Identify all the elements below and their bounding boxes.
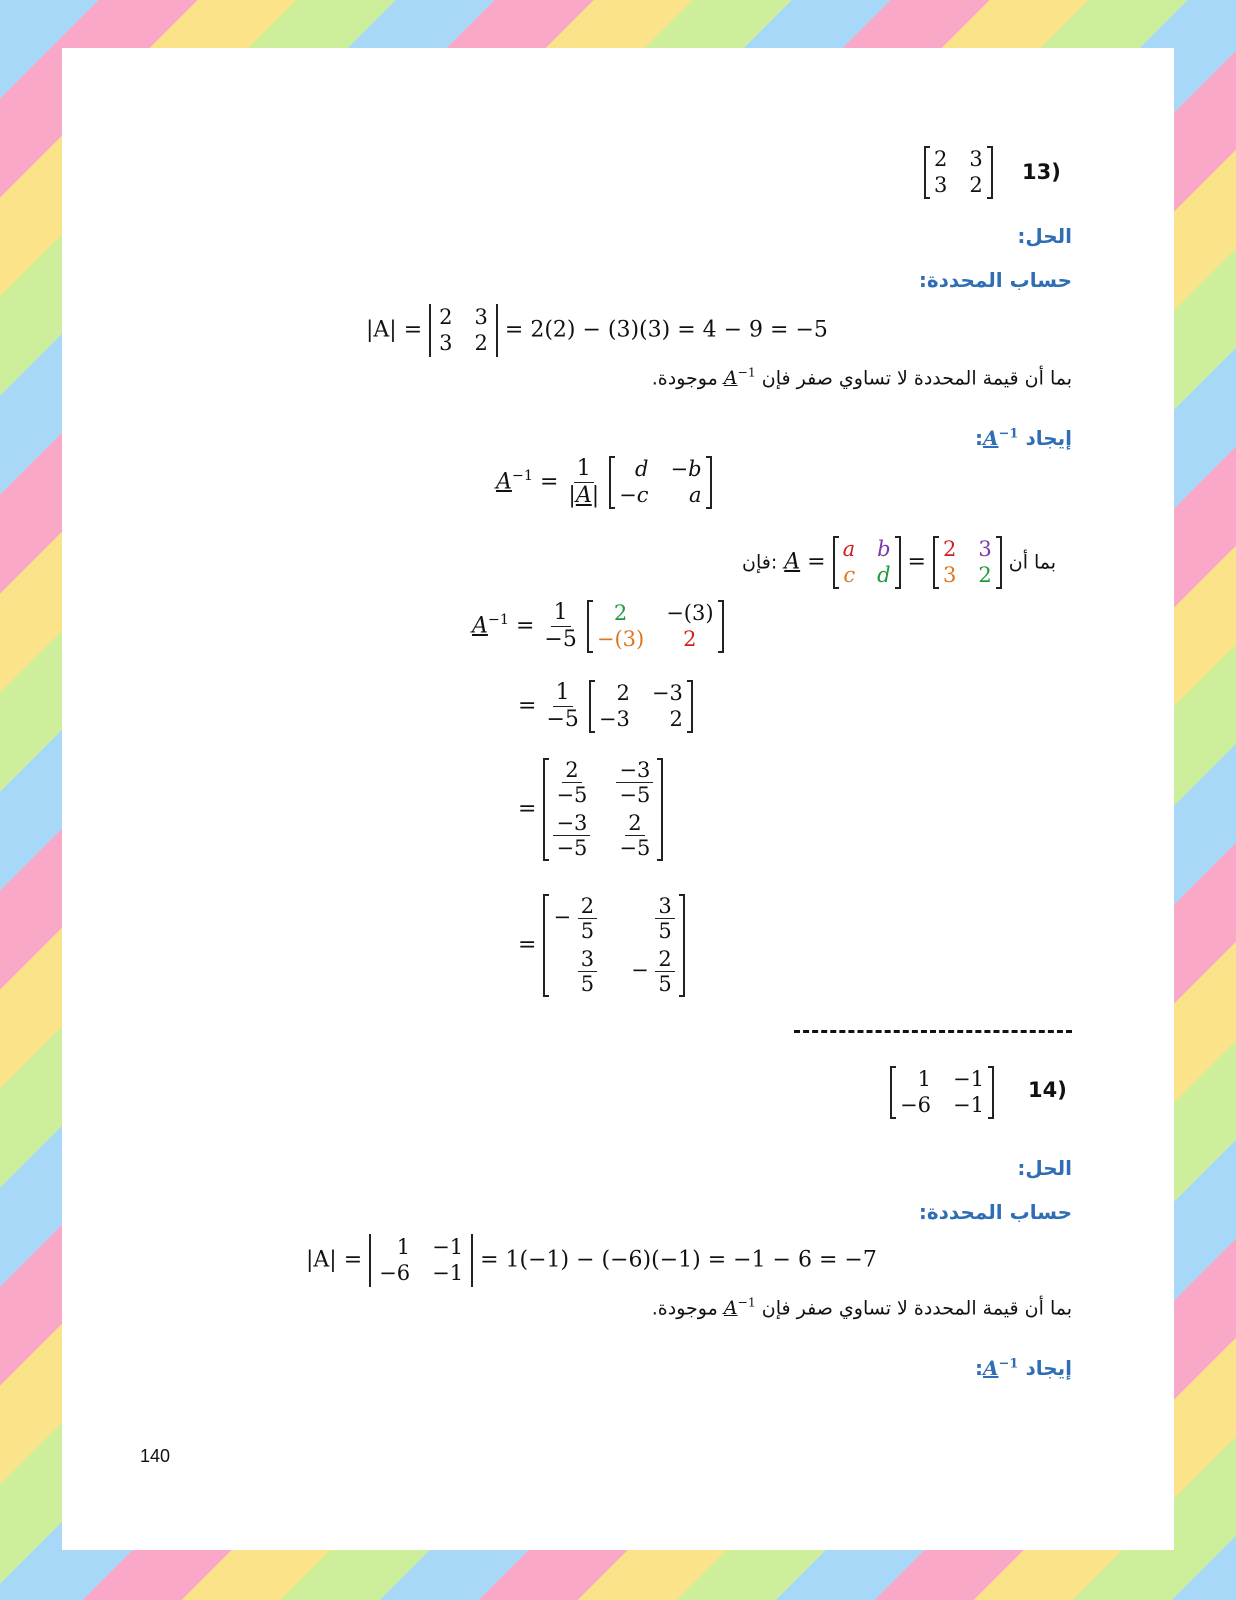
determinant-equation-14: |A| = 1 −1 −6 −1 = 1(−1) − (−6)(−1) = −1 − 6 = −7 xyxy=(306,1235,877,1286)
determinant-equation: |A| = 2 3 3 2 = 2(2) − (3)(3) = 4 − 9 = −5 xyxy=(366,305,828,356)
problem-13-matrix: 2 3 3 2 xyxy=(924,146,993,199)
inverse-exists-text-14: بما أن قيمة المحددة لا تساوي صفر فإن $A^{-1}$ موجودة. xyxy=(651,1296,1072,1320)
solution-label: الحل: xyxy=(1017,224,1072,248)
find-inverse-label: إيجاد $A^{-1}$: xyxy=(975,426,1072,450)
solution-label-14: الحل: xyxy=(1017,1156,1072,1180)
since-a-equals-line: فإن: A = a b c d = 2 3 3 2 بما أن xyxy=(742,537,1057,588)
determinant-label-14: حساب المحددة: xyxy=(918,1200,1072,1224)
inverse-formula: $A^{-1}$ = $\frac{1}{|A|}$ d −b −c a xyxy=(496,456,712,509)
inverse-step-1: $A^{-1}$ = $\frac{1}{-5}$ 2 −(3) −(3) 2 xyxy=(472,600,724,653)
inverse-exists-text: بما أن قيمة المحددة لا تساوي صفر فإن $A^{-1}$ موجودة. xyxy=(651,366,1072,390)
inverse-step-4: = − $\frac{2}{5}$ $\frac{3}{5}$ $\frac{3}{5}$ − $\frac{2}{5}$ xyxy=(518,894,685,997)
inverse-step-3: = $\frac{2}{-5}$ $\frac{-3}{-5}$ $\frac{-3}{-5}$ $\frac{2}{-5}$ xyxy=(518,758,663,861)
inverse-step-2: = $\frac{1}{-5}$ 2 −3 −3 2 xyxy=(518,680,693,733)
problem-13-number: 13) xyxy=(1022,160,1061,184)
page-number: 140 xyxy=(140,1446,171,1466)
section-divider xyxy=(794,1030,1072,1033)
page xyxy=(62,48,1174,1550)
find-inverse-label-14: إيجاد $A^{-1}$: xyxy=(975,1356,1072,1380)
problem-14-number: 14) xyxy=(1028,1078,1067,1102)
determinant-label: حساب المحددة: xyxy=(918,268,1072,292)
problem-14-matrix: 1 −1 −6 −1 xyxy=(890,1066,994,1119)
